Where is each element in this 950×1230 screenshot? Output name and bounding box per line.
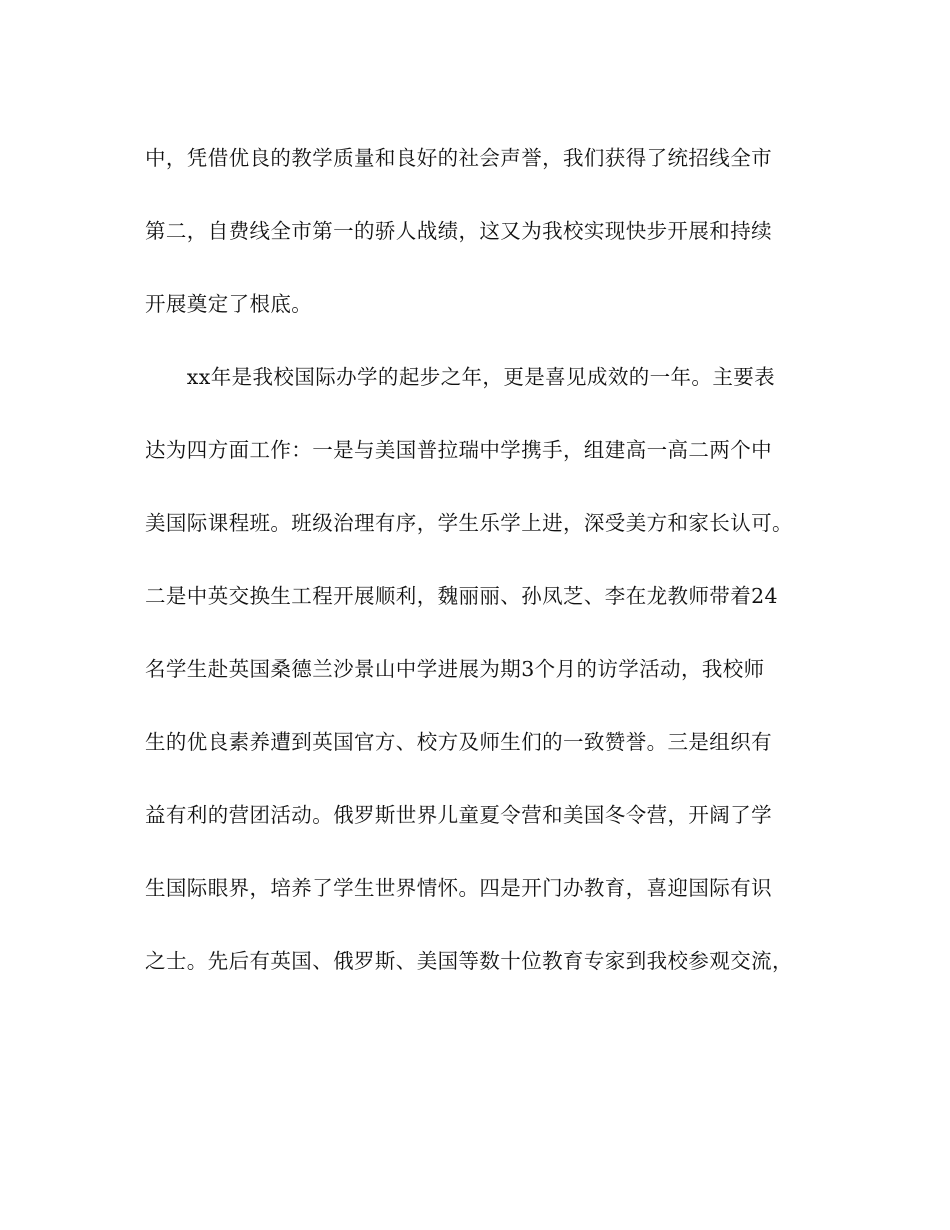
text-line-4: xx年是我校国际办学的起步之年，更是喜见成效的一年。主要表 xyxy=(145,365,776,389)
text-line-1: 中，凭借优良的教学质量和良好的社会声誉，我们获得了统招线全市 xyxy=(145,146,772,170)
text-line-7: 二是中英交换生工程开展顺利，魏丽丽、孙凤芝、李在龙教师带着24 xyxy=(145,584,778,608)
body-text xyxy=(145,138,815,1014)
text-line-8: 名学生赴英国桑德兰沙景山中学进展为期3个月的访学活动，我校师 xyxy=(145,657,765,681)
text-line-5: 达为四方面工作：一是与美国普拉瑞中学携手，组建高一高二两个中 xyxy=(145,438,772,462)
text-line-12: 之士。先后有英国、俄罗斯、美国等数十位教育专家到我校参观交流， xyxy=(145,949,793,973)
text-line-6: 美国际课程班。班级治理有序，学生乐学上进，深受美方和家长认可。 xyxy=(145,511,793,535)
text-line-11: 生国际眼界，培养了学生世界情怀。四是开门办教育，喜迎国际有识 xyxy=(145,876,772,900)
text-line-2: 第二，自费线全市第一的骄人战绩，这又为我校实现快步开展和持续 xyxy=(145,219,772,243)
text-line-9: 生的优良素养遭到英国官方、校方及师生们的一致赞誉。三是组织有 xyxy=(145,730,772,754)
text-line-10: 益有利的营团活动。俄罗斯世界儿童夏令营和美国冬令营，开阔了学 xyxy=(145,803,772,827)
text-line-3: 开展奠定了根底。 xyxy=(145,292,313,316)
